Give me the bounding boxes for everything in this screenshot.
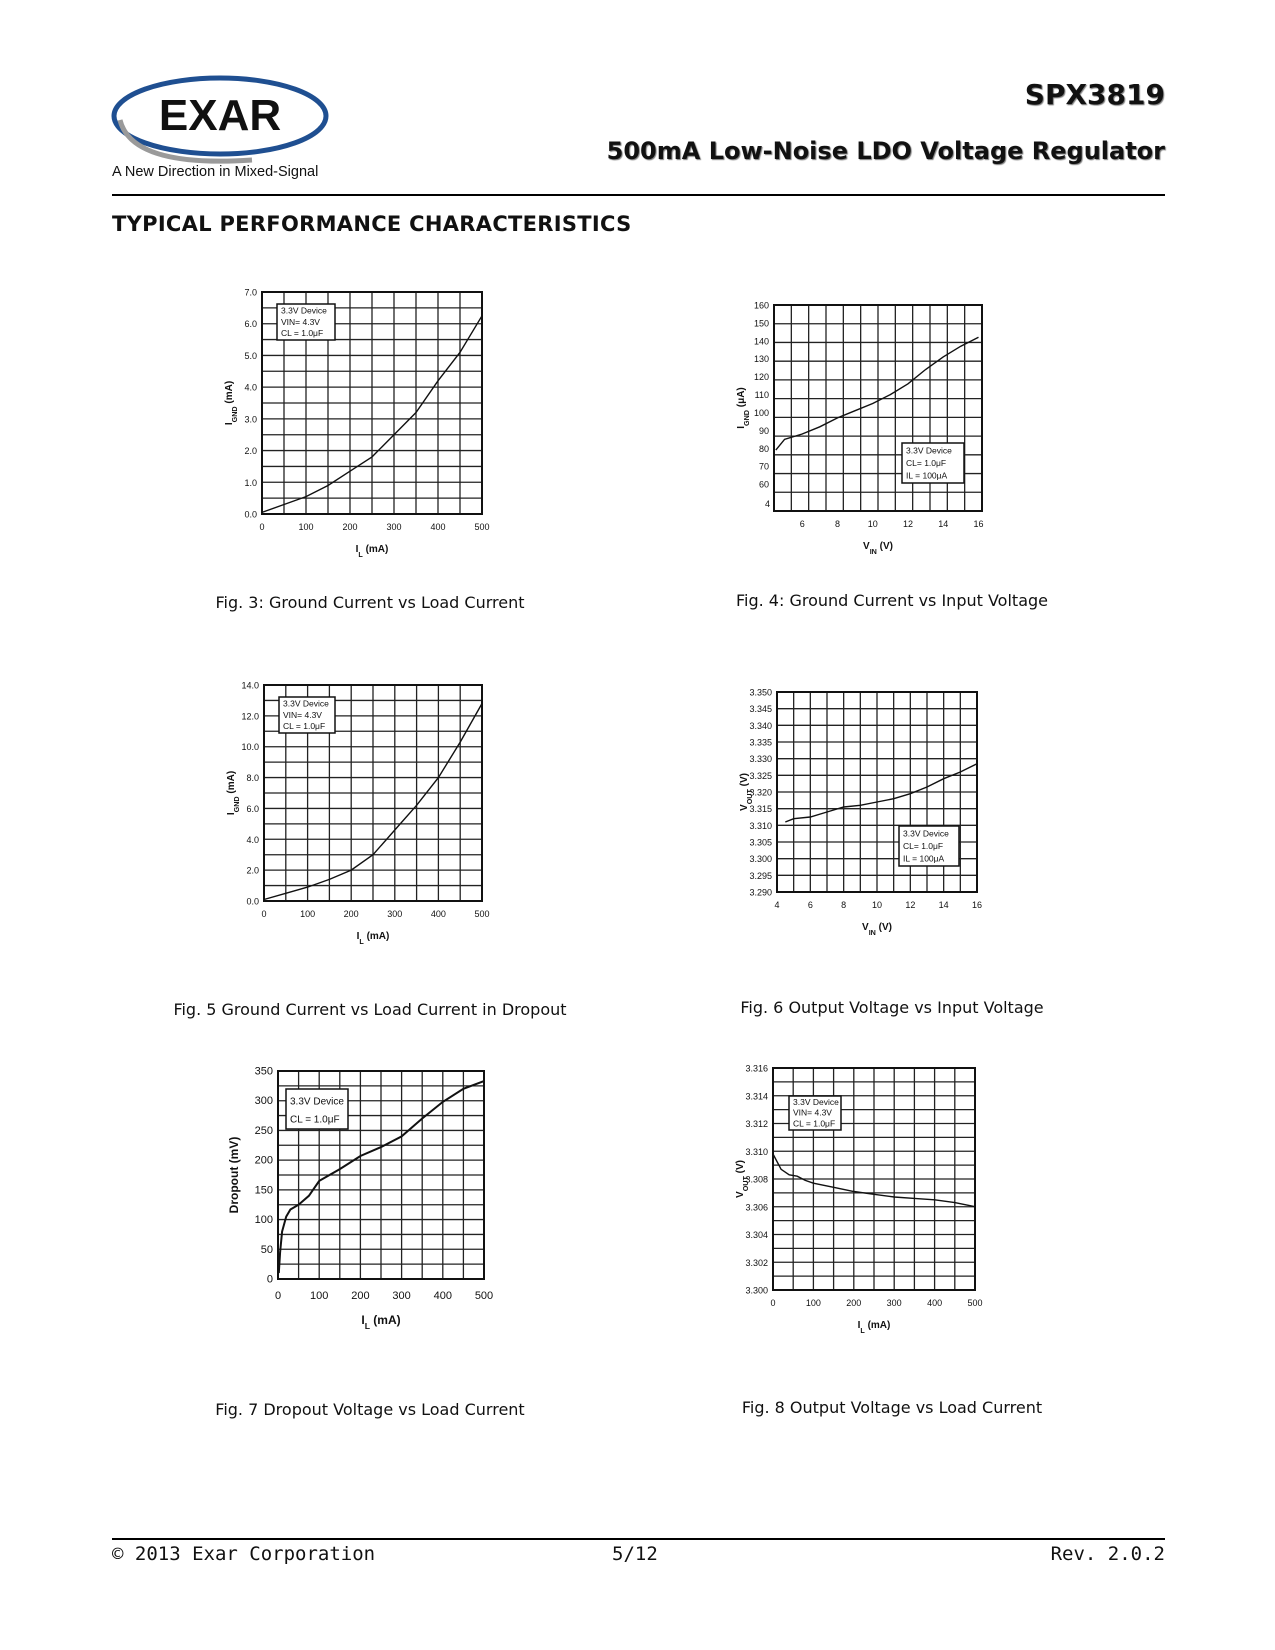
- x-tick-label: 300: [386, 522, 402, 532]
- logo-text: EXAR: [158, 91, 282, 140]
- y-axis-label: $I_{GND}$ (mA): [226, 770, 241, 816]
- x-tick-label: 100: [805, 1298, 821, 1308]
- y-axis-label: $I_{GND}$ (μA): [736, 387, 751, 429]
- x-tick-label: 14: [938, 519, 949, 529]
- y-tick-label: 3.315: [749, 804, 772, 815]
- legend-entry: IL = 100μA: [906, 470, 948, 481]
- y-tick-label: 12.0: [241, 711, 259, 722]
- chart-fig3: [220, 287, 520, 580]
- plot-area: [226, 681, 490, 946]
- legend-entry: CL = 1.0μF: [283, 721, 326, 732]
- x-tick-label: 16: [971, 900, 983, 910]
- y-tick-label: 50: [260, 1243, 273, 1256]
- x-tick-label: 200: [351, 1290, 370, 1302]
- x-tick-label: 300: [886, 1298, 902, 1308]
- chart-fig5: [220, 680, 520, 963]
- plot-area: [736, 301, 983, 556]
- x-tick-label: 6: [799, 519, 805, 529]
- y-tick-label: 3.340: [749, 720, 772, 731]
- figure-caption: Fig. 4: Ground Current vs Input Voltage: [735, 591, 1048, 610]
- x-axis-label: $I_L$ (mA): [361, 1313, 401, 1331]
- x-tick-label: 16: [973, 519, 984, 529]
- y-tick-label: 70: [758, 461, 769, 472]
- legend-entry: CL = 1.0μF: [793, 1118, 836, 1129]
- chart-fig8: [735, 1062, 1035, 1347]
- y-tick-label: 2.0: [244, 446, 257, 457]
- y-tick-label: 0.0: [244, 509, 257, 520]
- footer-divider: [112, 1538, 1165, 1540]
- y-tick-label: 6.0: [244, 319, 257, 330]
- x-tick-label: 100: [300, 909, 316, 919]
- legend-entry: VIN= 4.3V: [283, 709, 322, 720]
- x-axis-label: $V_{IN}$ (V): [862, 922, 892, 937]
- x-tick-label: 0: [261, 909, 267, 919]
- figure-caption: Fig. 3: Ground Current vs Load Current: [215, 593, 525, 612]
- y-tick-label: 4.0: [244, 382, 257, 393]
- y-tick-label: 3.300: [749, 854, 772, 865]
- x-tick-label: 100: [310, 1290, 329, 1302]
- y-tick-label: 0.0: [246, 896, 259, 907]
- figure-caption: Fig. 7 Dropout Voltage vs Load Current: [215, 1400, 525, 1419]
- document-subtitle: 500mA Low-Noise LDO Voltage Regulator: [606, 137, 1165, 165]
- y-tick-label: 10.0: [241, 742, 259, 753]
- y-axis-label: Dropout (mV): [227, 1136, 241, 1214]
- x-tick-label: 4: [764, 499, 770, 509]
- y-tick-label: 3.290: [749, 887, 772, 898]
- y-tick-label: 0: [266, 1273, 273, 1286]
- plot-area: [224, 288, 490, 559]
- y-tick-label: 150: [753, 318, 769, 329]
- chart-fig6: [735, 687, 1040, 970]
- x-axis-label: $I_L$ (mA): [355, 544, 389, 559]
- y-tick-label: 1.0: [244, 477, 257, 488]
- y-tick-label: 60: [758, 479, 769, 490]
- y-tick-label: 160: [753, 300, 769, 311]
- y-tick-label: 3.310: [745, 1146, 768, 1157]
- part-number: SPX3819: [1024, 78, 1165, 111]
- legend-entry: 3.3V Device: [906, 445, 952, 456]
- y-tick-label: 3.316: [745, 1063, 768, 1074]
- x-tick-label: 200: [342, 522, 358, 532]
- x-tick-label: 400: [927, 1298, 943, 1308]
- chart-fig4: [736, 300, 1040, 581]
- y-tick-label: 3.308: [745, 1174, 768, 1185]
- header-divider: [112, 194, 1165, 196]
- y-tick-label: 250: [254, 1124, 273, 1137]
- y-tick-label: 6.0: [246, 803, 259, 814]
- x-axis-label: $I_L$ (mA): [356, 931, 390, 946]
- y-tick-label: 3.320: [749, 787, 772, 798]
- x-tick-label: 300: [392, 1290, 411, 1302]
- x-tick-label: 12: [905, 900, 916, 910]
- x-tick-label: 200: [343, 909, 359, 919]
- legend-entry: CL= 1.0μF: [906, 458, 947, 469]
- x-tick-label: 500: [474, 909, 490, 919]
- series-line: [785, 764, 977, 822]
- y-tick-label: 8.0: [246, 773, 259, 784]
- legend-entry: 3.3V Device: [281, 305, 327, 316]
- y-tick-label: 3.314: [745, 1091, 768, 1102]
- y-tick-label: 3.335: [749, 737, 772, 748]
- y-axis-label: $I_{GND}$ (mA): [224, 380, 239, 426]
- figure-caption: Fig. 8 Output Voltage vs Load Current: [741, 1398, 1043, 1417]
- y-tick-label: 110: [754, 390, 769, 401]
- legend-entry: 3.3V Device: [290, 1096, 344, 1108]
- x-tick-label: 100: [298, 522, 314, 532]
- y-tick-label: 3.345: [749, 704, 772, 715]
- x-tick-label: 400: [430, 522, 446, 532]
- x-tick-label: 500: [967, 1298, 983, 1308]
- x-tick-label: 8: [834, 519, 840, 529]
- x-tick-label: 10: [867, 519, 878, 529]
- footer-copyright: © 2013 Exar Corporation: [112, 1543, 376, 1565]
- legend-entry: CL = 1.0μF: [281, 328, 324, 339]
- legend-entry: 3.3V Device: [283, 698, 329, 709]
- legend-entry: VIN= 4.3V: [793, 1107, 832, 1118]
- y-tick-label: 3.0: [244, 414, 257, 425]
- x-tick-label: 12: [902, 519, 913, 529]
- plot-area: [735, 1064, 983, 1335]
- x-tick-label: 200: [846, 1298, 862, 1308]
- x-tick-label: 4: [774, 900, 780, 910]
- y-tick-label: 3.312: [745, 1119, 768, 1129]
- y-tick-label: 90: [758, 425, 769, 436]
- x-tick-label: 300: [387, 909, 403, 919]
- y-tick-label: 3.300: [745, 1285, 768, 1296]
- figure-caption: Fig. 5 Ground Current vs Load Current in Dropout: [173, 1000, 567, 1019]
- x-tick-label: 14: [938, 900, 949, 910]
- x-tick-label: 0: [259, 522, 265, 532]
- y-tick-label: 3.295: [749, 870, 772, 881]
- legend-entry: IL = 100μA: [903, 853, 945, 864]
- y-tick-label: 7.0: [244, 287, 257, 298]
- x-tick-label: 0: [770, 1298, 776, 1308]
- plot-area: [227, 1066, 493, 1332]
- y-tick-label: 5.0: [244, 350, 257, 361]
- y-tick-label: 140: [753, 336, 769, 347]
- y-tick-label: 3.350: [749, 687, 772, 698]
- legend-entry: VIN= 4.3V: [281, 316, 320, 327]
- y-tick-label: 3.302: [745, 1257, 768, 1268]
- y-tick-label: 3.330: [749, 754, 772, 765]
- x-tick-label: 500: [474, 1290, 494, 1302]
- y-tick-label: 120: [753, 372, 769, 383]
- y-tick-label: 3.304: [745, 1230, 768, 1240]
- y-tick-label: 3.310: [749, 820, 772, 831]
- y-tick-label: 100: [753, 407, 769, 418]
- y-tick-label: 300: [254, 1095, 273, 1108]
- plot-area: [739, 688, 982, 937]
- legend-entry: CL= 1.0μF: [903, 841, 944, 852]
- x-tick-label: 400: [433, 1290, 452, 1302]
- y-axis-label: $V_{OUT}$ (V): [735, 1160, 750, 1198]
- footer-page-number: 5/12: [612, 1543, 658, 1565]
- y-tick-label: 3.306: [745, 1202, 768, 1213]
- y-tick-label: 3.305: [749, 837, 772, 848]
- y-tick-label: 2.0: [246, 865, 259, 876]
- y-axis-label: $V_{OUT}$ (V): [739, 773, 754, 811]
- series-line: [776, 337, 979, 450]
- x-tick-label: 500: [474, 522, 490, 532]
- x-tick-label: 8: [841, 900, 847, 910]
- y-tick-label: 100: [254, 1214, 273, 1227]
- footer-revision: Rev. 2.0.2: [1050, 1543, 1165, 1565]
- exar-logo: [112, 76, 344, 188]
- y-tick-label: 150: [254, 1184, 273, 1197]
- section-title: TYPICAL PERFORMANCE CHARACTERISTICS: [112, 212, 632, 236]
- y-tick-label: 200: [254, 1154, 273, 1167]
- figure-caption: Fig. 6 Output Voltage vs Input Voltage: [740, 998, 1044, 1017]
- y-tick-label: 80: [758, 443, 769, 454]
- x-tick-label: 400: [430, 909, 446, 919]
- legend-entry: 3.3V Device: [793, 1097, 839, 1108]
- legend-entry: 3.3V Device: [903, 828, 949, 839]
- y-tick-label: 3.325: [749, 770, 772, 781]
- x-tick-label: 0: [274, 1290, 282, 1302]
- y-tick-label: 350: [254, 1065, 273, 1078]
- y-tick-label: 130: [753, 354, 769, 365]
- chart-fig7: [220, 1065, 520, 1350]
- y-tick-label: 4.0: [246, 834, 259, 845]
- legend-entry: CL = 1.0μF: [290, 1114, 340, 1126]
- x-axis-label: $I_L$ (mA): [857, 1320, 891, 1335]
- x-axis-label: $V_{IN}$ (V): [863, 541, 893, 556]
- y-tick-label: 14.0: [241, 680, 259, 691]
- x-tick-label: 6: [807, 900, 813, 910]
- logo-tagline: A New Direction in Mixed-Signal: [112, 164, 319, 180]
- x-tick-label: 10: [871, 900, 883, 910]
